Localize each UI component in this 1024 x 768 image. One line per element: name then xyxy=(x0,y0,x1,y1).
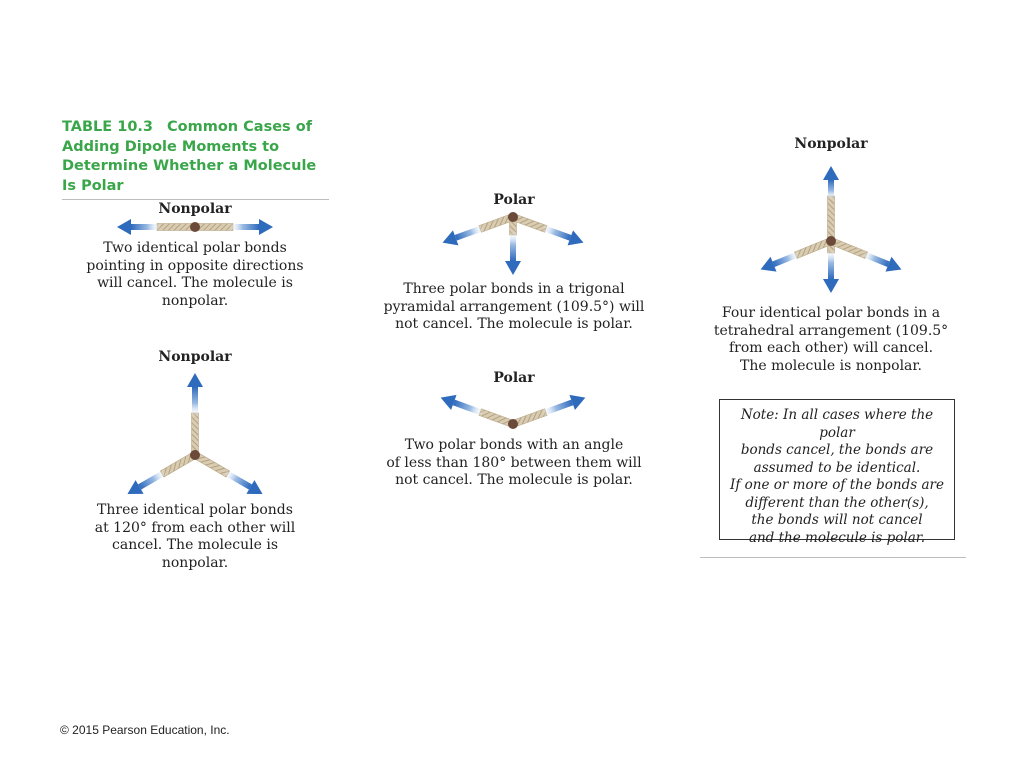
note-line: and the molecule is polar. xyxy=(748,529,926,546)
central-atom xyxy=(826,236,836,246)
dipole-arrow-shaft xyxy=(138,469,167,489)
case5-caption-line: Four identical polar bonds in a xyxy=(721,305,941,321)
dipole-arrowhead xyxy=(885,257,904,277)
dipole-arrowhead xyxy=(440,230,459,250)
bond-left xyxy=(117,219,195,235)
case5-heading: Nonpolar xyxy=(794,136,868,152)
dipole-arrowhead xyxy=(823,279,839,293)
central-atom xyxy=(508,212,518,222)
bond-down xyxy=(823,241,839,293)
bond-up xyxy=(823,166,839,241)
dipole-arrow-shaft xyxy=(828,180,834,200)
dipole-arrowhead xyxy=(117,219,131,235)
case4-heading: Polar xyxy=(493,370,535,386)
dipole-arrow-shaft xyxy=(229,224,259,230)
bond-left xyxy=(758,234,834,277)
bond-left xyxy=(438,390,516,431)
bond-shaft xyxy=(195,224,233,231)
table-heading: Common Cases of Adding Dipole Moments to Determine Whether a Molecule Is Polar xyxy=(62,119,317,194)
dipole-arrowhead xyxy=(438,390,457,410)
note-line: assumed to be identical. xyxy=(753,459,921,476)
dipole-arrowhead xyxy=(758,257,777,277)
note-line: Note: In all cases where the polar xyxy=(740,407,934,441)
bond-lower-right xyxy=(191,448,267,501)
dipole-arrow-shaft xyxy=(541,400,573,417)
dipole-arrowhead xyxy=(823,166,839,180)
case5-caption-line: The molecule is nonpolar. xyxy=(739,357,923,374)
table-label: TABLE 10.3 xyxy=(62,119,154,135)
bond-lower-left xyxy=(123,448,199,501)
dipole-arrowhead xyxy=(569,390,588,410)
dipole-arrow-shaft xyxy=(131,224,161,230)
case4-caption-line: Two polar bonds with an angle xyxy=(404,437,624,453)
case4-caption-line: of less than 180° between them will xyxy=(386,454,642,471)
case2-caption-line: Three identical polar bonds xyxy=(97,502,293,518)
case3-caption-line: Three polar bonds in a trigonal xyxy=(403,281,625,297)
central-atom xyxy=(508,419,518,429)
case2-heading: Nonpolar xyxy=(158,349,232,365)
bond-right xyxy=(828,234,904,277)
bond-shaft xyxy=(157,224,195,231)
bond-shaft xyxy=(192,413,199,455)
central-atom xyxy=(190,222,200,232)
case2-caption-line: at 120° from each other will xyxy=(94,519,296,536)
copyright: © 2015 Pearson Education, Inc. xyxy=(60,723,230,737)
dipole-arrow-shaft xyxy=(455,225,485,241)
bond-down xyxy=(505,217,521,275)
case5-caption-line: from each other) will cancel. xyxy=(728,340,934,356)
dipole-arrowhead xyxy=(259,219,273,235)
case3-caption-line: not cancel. The molecule is polar. xyxy=(395,316,633,332)
dipole-arrow-shaft xyxy=(772,251,800,267)
case5-caption-line: tetrahedral arrangement (109.5° xyxy=(713,322,949,339)
dipole-arrowhead xyxy=(187,373,203,387)
central-atom xyxy=(190,450,200,460)
dipole-arrow-shaft xyxy=(223,469,252,489)
case1-caption-line: Two identical polar bonds xyxy=(103,240,287,256)
dipole-arrow-shaft xyxy=(861,251,889,267)
dipole-arrowhead xyxy=(505,261,521,275)
case4-caption-line: not cancel. The molecule is polar. xyxy=(395,472,633,488)
bond-left xyxy=(440,209,516,250)
case1-caption-line: nonpolar. xyxy=(161,292,229,309)
dipole-arrow-shaft xyxy=(510,231,516,261)
case2-caption-line: cancel. The molecule is xyxy=(112,537,278,553)
dipole-arrow-shaft xyxy=(453,400,485,417)
case3-caption-line: pyramidal arrangement (109.5°) will xyxy=(383,298,645,315)
dipole-arrow-shaft xyxy=(541,225,571,241)
bond-right xyxy=(195,219,273,235)
bond-right xyxy=(510,390,588,431)
bond-right xyxy=(510,209,586,250)
case1-caption-line: pointing in opposite directions xyxy=(86,257,304,274)
note-line: bonds cancel, the bonds are xyxy=(740,442,934,458)
dipole-arrowhead xyxy=(568,230,587,250)
case1-caption-line: will cancel. The molecule is xyxy=(97,275,293,291)
dipole-arrow-shaft xyxy=(828,249,834,279)
case2-caption-line: nonpolar. xyxy=(161,554,229,571)
case3-heading: Polar xyxy=(493,192,535,208)
bond-up xyxy=(187,373,203,455)
note-line: different than the other(s), xyxy=(745,494,929,511)
dipole-arrow-shaft xyxy=(192,387,198,417)
bond-shaft xyxy=(828,196,835,241)
case1-heading: Nonpolar xyxy=(158,201,232,217)
note-line: If one or more of the bonds are xyxy=(730,477,944,493)
note-line: the bonds will not cancel xyxy=(751,512,923,528)
